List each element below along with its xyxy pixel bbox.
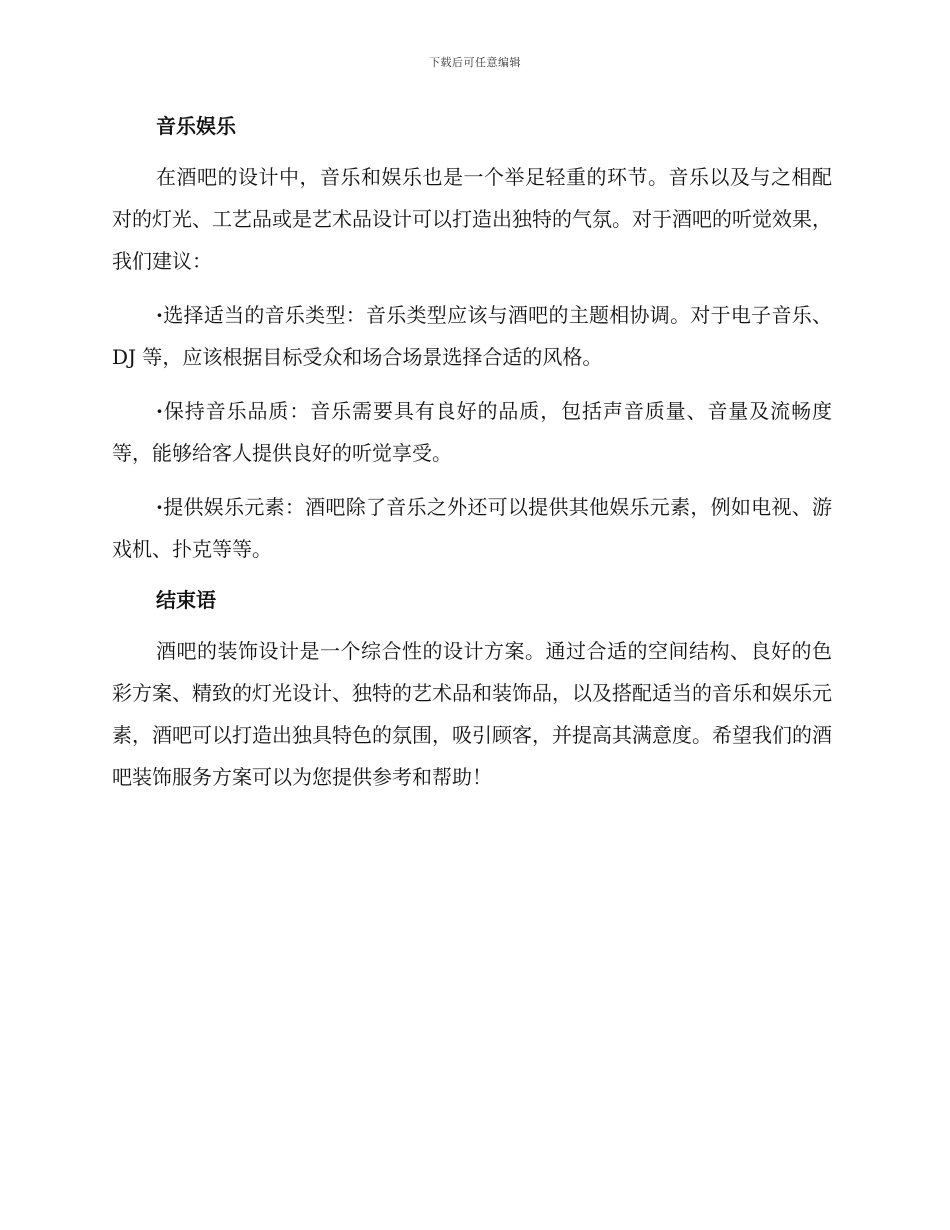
bullet-text: 提供娱乐元素：酒吧除了音乐之外还可以提供其他娱乐元素，例如电视、游戏机、扑克等等。 <box>112 495 832 561</box>
bullet-item-music-quality <box>112 390 832 474</box>
section-heading-conclusion: 结束语 <box>156 588 216 612</box>
bullet-text: 保持音乐品质：音乐需要具有良好的品质，包括声音质量、音量及流畅度等，能够给客人提供良好的听觉享受。 <box>112 399 832 465</box>
section-heading-music: 音乐娱乐 <box>156 114 236 138</box>
bullet-marker: · <box>156 495 163 519</box>
bullet-marker: · <box>156 303 163 327</box>
bullet-item-music-type <box>112 294 832 378</box>
page-header: 下载后可任意编辑 <box>429 56 521 69</box>
bullet-text: 选择适当的音乐类型：音乐类型应该与酒吧的主题相协调。对于电子音乐、DJ 等，应该根据目标受众和场合场景选择合适的风格。 <box>112 303 832 369</box>
bullet-item-entertainment <box>112 486 832 570</box>
document-body <box>112 108 832 810</box>
paragraph-conclusion: 酒吧的装饰设计是一个综合性的设计方案。通过合适的空间结构、良好的色彩方案、精致的灯光设计、独特的艺术品和装饰品，以及搭配适当的音乐和娱乐元素，酒吧可以打造出独具特色的氛围，吸引顾客，并提高其满意度。希望我们的酒吧装饰服务方案可以为您提供参考和帮助！ <box>112 639 832 789</box>
paragraph-music-intro: 在酒吧的设计中，音乐和娱乐也是一个举足轻重的环节。音乐以及与之相配对的灯光、工艺品或是艺术品设计可以打造出独特的气氛。对于酒吧的听觉效果，我们建议： <box>112 165 832 273</box>
bullet-marker: · <box>156 399 163 423</box>
